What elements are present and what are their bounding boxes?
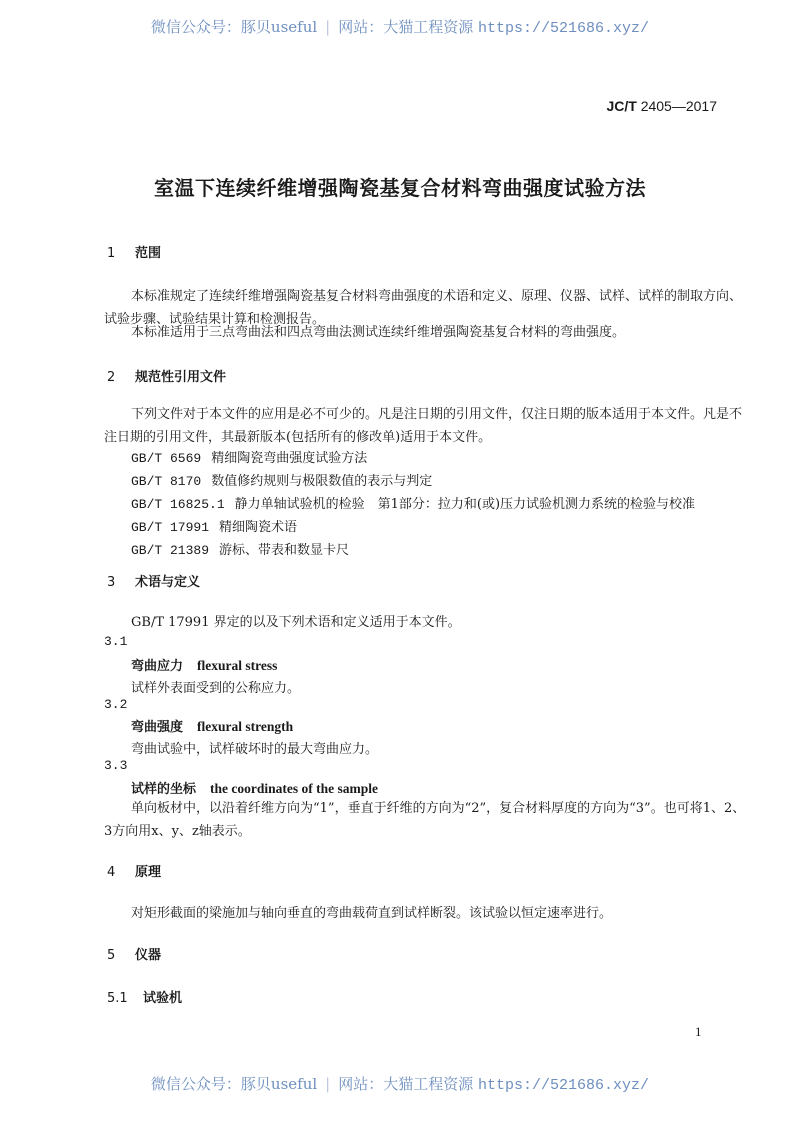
- references-paragraph: 下列文件对于本文件的应用是必不可少的。凡是注日期的引用文件，仅注日期的版本适用于本文件。凡是不注日期的引用文件，其最新版本(包括所有的修改单)适用于本文件。: [104, 407, 743, 445]
- document-title: 室温下连续纤维增强陶瓷基复合材料弯曲强度试验方法: [154, 176, 646, 200]
- watermark-site: 网站：大猫工程资源: [338, 1075, 474, 1093]
- watermark-top: [0, 16, 800, 37]
- watermark-wechat: 微信公众号：豚贝useful: [150, 18, 318, 36]
- reference-item: GB/T 8170 数值修约规则与极限数值的表示与判定: [131, 474, 433, 489]
- term-definition: 试样外表面受到的公称应力。: [131, 681, 301, 696]
- term-definition: 弯曲试验中，试样破坏时的最大弯曲应力。: [131, 742, 379, 757]
- watermark-wechat: 微信公众号：豚贝useful: [150, 1075, 318, 1093]
- terms-intro: GB/T 17991 界定的以及下列术语和定义适用于本文件。: [131, 615, 461, 630]
- term-title: 试样的坐标 the coordinates of the sample: [131, 781, 378, 797]
- principle-paragraph: 对矩形截面的梁施加与轴向垂直的弯曲载荷直到试样断裂。该试验以恒定速率进行。: [131, 906, 613, 921]
- page-number: 1: [695, 1024, 702, 1039]
- section-heading-principle: 4 原理: [107, 865, 162, 880]
- section-heading-apparatus: 5 仪器: [107, 948, 162, 963]
- subsection-heading-testing-machine: 5.1 试验机: [107, 991, 183, 1006]
- watermark-separator: |: [325, 18, 331, 36]
- watermark-separator: |: [325, 1075, 331, 1093]
- term-definition: 单向板材中，以沿着纤维方向为“1”，垂直于纤维的方向为“2”，复合材料厚度的方向为“3”。也可将1、2、3方向用x、y、z轴表示。: [104, 801, 746, 839]
- term-number: 3.3: [104, 758, 128, 773]
- reference-item: GB/T 17991 精细陶瓷术语: [131, 520, 298, 535]
- standard-code: JC/T 2405—2017: [606, 98, 717, 114]
- scope-paragraph-2: 本标准适用于三点弯曲法和四点弯曲法测试连续纤维增强陶瓷基复合材料的弯曲强度。: [131, 325, 626, 340]
- section-heading-normative-references: 2 规范性引用文件: [107, 370, 227, 385]
- scope-paragraph-1: 本标准规定了连续纤维增强陶瓷基复合材料弯曲强度的术语和定义、原理、仪器、试样、试样的制取方向、试验步骤、试验结果计算和检测报告。: [104, 289, 743, 327]
- term-number: 3.2: [104, 697, 128, 712]
- term-number: 3.1: [104, 634, 128, 649]
- term-title: 弯曲应力 flexural stress: [131, 658, 278, 674]
- reference-item: GB/T 6569 精细陶瓷弯曲强度试验方法: [131, 451, 368, 466]
- watermark-bottom: [0, 1073, 800, 1094]
- watermark-url[interactable]: https://521686.xyz/: [478, 1077, 650, 1094]
- reference-item: GB/T 21389 游标、带表和数显卡尺: [131, 543, 350, 558]
- reference-item: GB/T 16825.1 静力单轴试验机的检验 第1部分：拉力和(或)压力试验机测力系统的检验与校准: [131, 497, 696, 512]
- section-heading-scope: 1 范围: [107, 246, 162, 261]
- watermark-site: 网站：大猫工程资源: [338, 18, 474, 36]
- section-heading-terms: 3 术语与定义: [107, 575, 201, 590]
- term-title: 弯曲强度 flexural strength: [131, 719, 294, 735]
- watermark-url[interactable]: https://521686.xyz/: [478, 20, 650, 37]
